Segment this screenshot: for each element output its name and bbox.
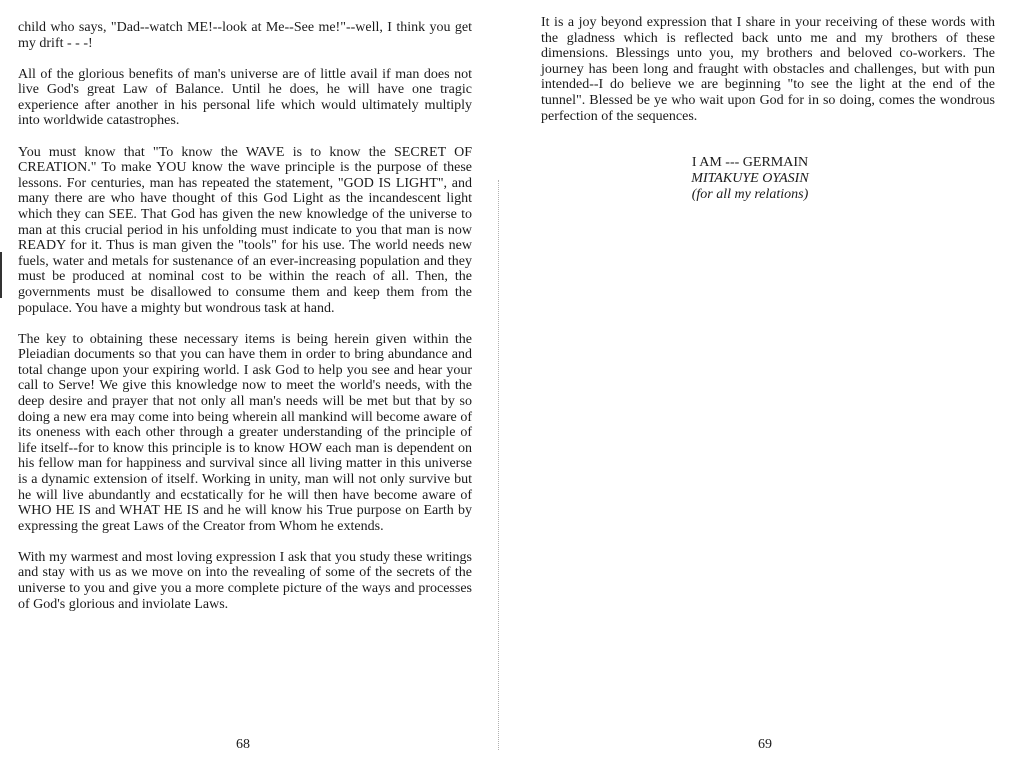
page-number-right: 69 [758, 737, 772, 752]
left-page-text [18, 20, 472, 628]
paragraph: The key to obtaining these necessary items is being herein given within the Pleiadian documents so that you can have them in order to bring abundance and total change upon your expiring world. I ask God to help you see and hear your call to Serve! We give this knowledge now to meet the world's needs, with the deep desire and prayer that not only all man's needs will be met but that by so doing a new era may come into being wherein all mankind will become aware of its oneness with each other through a greater understanding of the principle of life itself--for to know this principle is to know HOW each man is dependent on his fellow man for happiness and survival since all living matter in this universe is a dynamic extension of itself. Working in unity, man will not only survive but he will live abundantly and ecstatically for he will then have become aware of WHO HE IS and WHAT HE IS and he will know his True purpose on Earth by expressing the great Laws of the Creator from Whom he extends. [18, 331, 472, 534]
signature-translation: (for all my relations) [691, 186, 809, 202]
right-page-text [541, 15, 995, 140]
page-number-left: 68 [236, 737, 250, 752]
page-edge-mark [0, 252, 2, 298]
signature-block [630, 155, 870, 202]
paragraph: All of the glorious benefits of man's universe are of little avail if man does not live God's great Law of Balance. Until he does, he will have one tragic experience after another in his personal life which would ultimately multiply into worldwide catastrophes. [18, 66, 472, 129]
paragraph: With my warmest and most loving expression I ask that you study these writings and stay with us as we move on into the revealing of some of the secrets of the universe to you and give you a more complete picture of the ways and processes of God's glorious and inviolate Laws. [18, 549, 472, 612]
page-gutter [498, 180, 499, 750]
paragraph: You must know that "To know the WAVE is to know the SECRET OF CREATION." To make YOU know the wave principle is the purpose of these lessons. For centuries, man has repeated the statement, "GOD IS LIGHT", and many there are who have thought of this God Light as the incandescent light which they can SEE. That God has given the new knowledge of the universe to man at this crucial period in his unfolding must indicate to you that man is now READY for it. Thus is man given the "tools" for his use. The world needs new fuels, water and metals for sustenance of an ever-increasing population and they must be produced at nominal cost to be within the reach of all. Then, the governments must be disallowed to consume them and keep them from the populace. You have a mighty but wondrous task at hand. [18, 144, 472, 316]
paragraph: It is a joy beyond expression that I share in your receiving of these words with the gladness which is reflected back unto me and my brothers of these dimensions. Blessings unto you, my brothers and beloved co-workers. The journey has been long and fraught with obstacles and challenges, but with pun intended--I do believe we are beginning "to see the light at the end of the tunnel". Blessed be ye who wait upon God for in so doing, comes the wondrous perfection of the sequences. [541, 15, 995, 124]
signature-name: I AM --- GERMAIN [691, 155, 809, 170]
paragraph: child who says, "Dad--watch ME!--look at Me--See me!"--well, I think you get my drift - - -! [18, 20, 472, 51]
signature-phrase: MITAKUYE OYASIN [691, 170, 809, 186]
